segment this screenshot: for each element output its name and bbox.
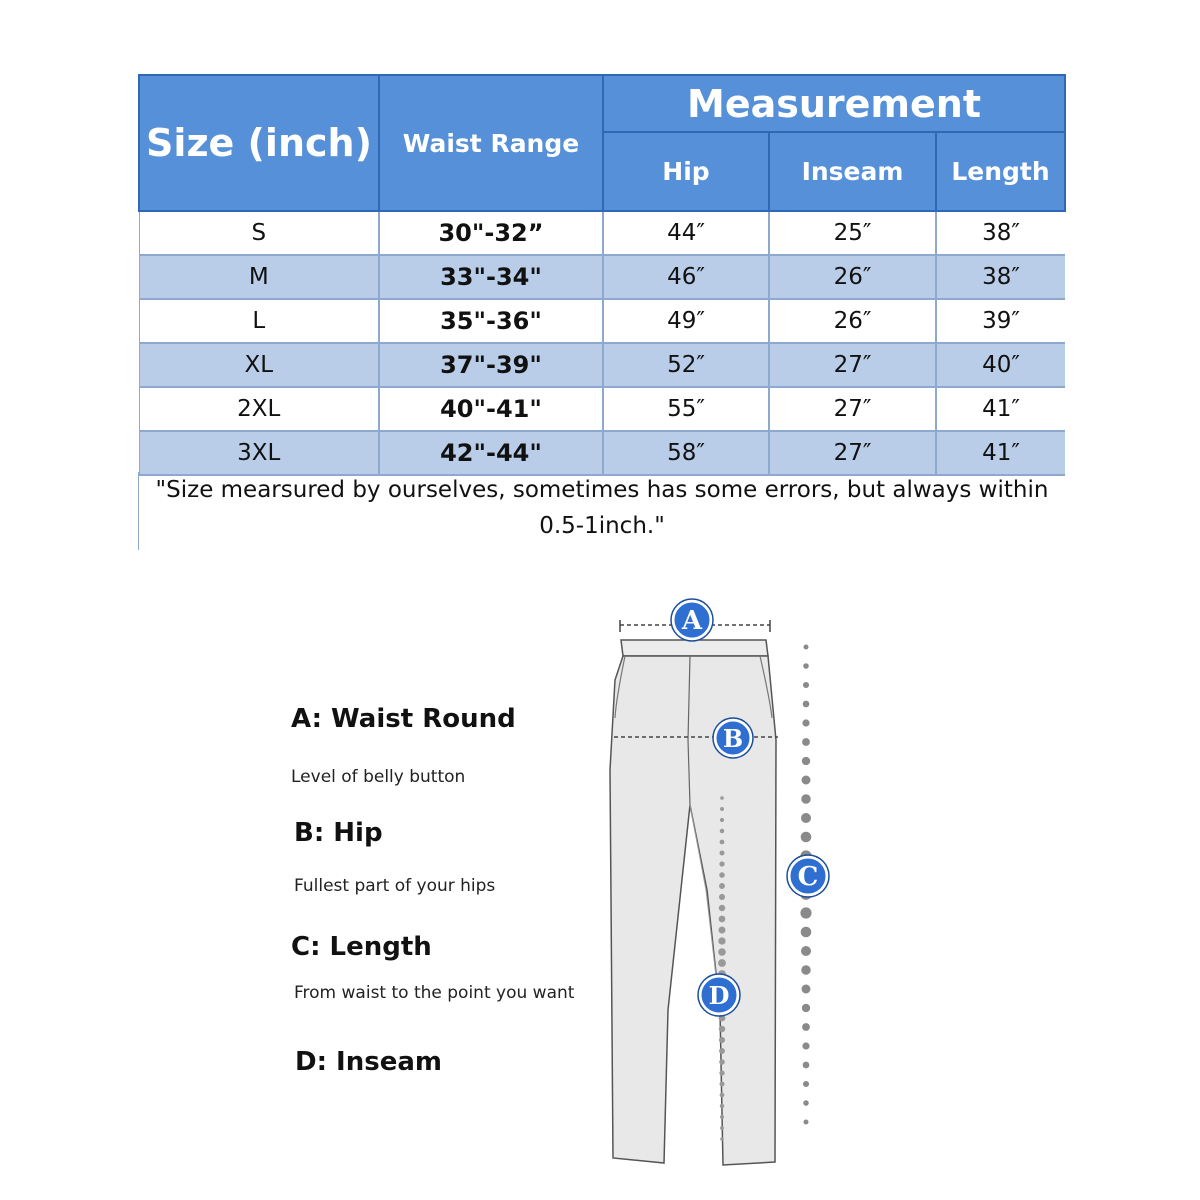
measure-dot: [719, 1070, 724, 1075]
cell-size: M: [139, 255, 379, 299]
pants-diagram: [590, 590, 850, 1180]
measure-dot: [719, 1037, 725, 1043]
measure-dot: [803, 1081, 809, 1087]
cell-waist: 35"-36": [379, 299, 603, 343]
measure-dot: [719, 894, 725, 900]
guide-length-title: C: Length: [291, 932, 432, 962]
measure-dot: [720, 1115, 724, 1119]
measure-dot: [801, 832, 812, 843]
table-row: [139, 343, 1065, 387]
cell-inseam: 25″: [769, 211, 936, 255]
svg-text:C: C: [797, 862, 819, 892]
measure-dot: [803, 701, 810, 708]
measure-dot: [801, 946, 811, 956]
marker-a-icon: [671, 599, 713, 641]
measure-dot: [803, 663, 809, 669]
cell-hip: 52″: [603, 343, 769, 387]
measure-dot: [801, 927, 812, 938]
cell-hip: 46″: [603, 255, 769, 299]
measure-dot: [720, 1137, 724, 1141]
svg-text:B: B: [722, 724, 744, 753]
measure-dot: [719, 861, 724, 866]
measure-dot: [720, 840, 725, 845]
header-inseam: Inseam: [769, 132, 936, 211]
cell-hip: 58″: [603, 431, 769, 475]
measure-dot: [802, 776, 811, 785]
guide-inseam-title: D: Inseam: [295, 1047, 442, 1077]
cell-inseam: 27″: [769, 343, 936, 387]
measure-dot: [801, 965, 810, 974]
cell-length: 41″: [936, 431, 1065, 475]
measure-dot: [802, 1004, 810, 1012]
header-size: Size (inch): [139, 75, 379, 211]
measure-dot: [720, 1093, 725, 1098]
measure-dot: [719, 927, 726, 934]
measure-dot: [804, 1120, 809, 1125]
measure-dot: [803, 1062, 810, 1069]
table-row: [139, 299, 1065, 343]
svg-text:A: A: [681, 606, 703, 636]
measure-dot: [719, 872, 725, 878]
measure-dot: [720, 1104, 724, 1108]
cell-hip: 49″: [603, 299, 769, 343]
table-row: [139, 211, 1065, 255]
measure-dot: [720, 1126, 724, 1130]
marker-c-icon: [787, 855, 829, 897]
cell-size: L: [139, 299, 379, 343]
cell-inseam: 27″: [769, 387, 936, 431]
measure-dot: [802, 719, 809, 726]
cell-length: 41″: [936, 387, 1065, 431]
cell-size: 2XL: [139, 387, 379, 431]
table-note: "Size mearsured by ourselves, sometimes has some errors, but always within 0.5-1inch.": [138, 472, 1065, 550]
marker-d-icon: [698, 974, 740, 1016]
measure-dot: [802, 1042, 809, 1049]
measure-dot: [719, 850, 724, 855]
cell-size: XL: [139, 343, 379, 387]
measure-dot: [719, 1081, 724, 1086]
marker-b-icon: [713, 718, 753, 758]
measure-dot: [800, 907, 811, 918]
measure-dot: [802, 738, 810, 746]
measure-dot: [720, 818, 724, 822]
pants-waistband: [621, 640, 768, 656]
cell-inseam: 26″: [769, 299, 936, 343]
header-hip: Hip: [603, 132, 769, 211]
guide-waist-title: A: Waist Round: [291, 704, 516, 734]
cell-waist: 30"-32”: [379, 211, 603, 255]
measure-dot: [719, 883, 725, 889]
measure-dot: [720, 796, 724, 800]
cell-size: S: [139, 211, 379, 255]
table-row: [139, 387, 1065, 431]
cell-length: 39″: [936, 299, 1065, 343]
measure-dot: [719, 1026, 725, 1032]
measure-dot: [804, 645, 809, 650]
measure-dot: [720, 829, 724, 833]
measure-dot: [803, 682, 809, 688]
measure-dot: [718, 948, 726, 956]
guide-hip-desc: Fullest part of your hips: [294, 876, 496, 896]
measure-dot: [718, 959, 726, 967]
cell-length: 40″: [936, 343, 1065, 387]
cell-inseam: 26″: [769, 255, 936, 299]
cell-inseam: 27″: [769, 431, 936, 475]
cell-waist: 42"-44": [379, 431, 603, 475]
measure-dot: [719, 1048, 725, 1054]
cell-hip: 55″: [603, 387, 769, 431]
measure-dot: [718, 937, 725, 944]
guide-waist-desc: Level of belly button: [291, 767, 466, 787]
measure-dot: [802, 1023, 810, 1031]
measure-dot: [803, 1100, 809, 1106]
guide-hip-title: B: Hip: [294, 818, 383, 848]
cell-waist: 40"-41": [379, 387, 603, 431]
table-row: [139, 431, 1065, 475]
header-length: Length: [936, 132, 1065, 211]
cell-waist: 37"-39": [379, 343, 603, 387]
measure-dot: [801, 813, 811, 823]
measure-dot: [719, 916, 726, 923]
measure-dot: [719, 905, 725, 911]
measure-dot: [802, 985, 811, 994]
table-row: [139, 255, 1065, 299]
cell-hip: 44″: [603, 211, 769, 255]
measure-dot: [801, 794, 810, 803]
cell-length: 38″: [936, 255, 1065, 299]
cell-length: 38″: [936, 211, 1065, 255]
measure-dot: [802, 757, 810, 765]
measure-dot: [719, 1059, 725, 1065]
svg-text:D: D: [708, 981, 730, 1010]
header-measurement: Measurement: [603, 75, 1065, 132]
header-waist-range: Waist Range: [379, 75, 603, 211]
cell-size: 3XL: [139, 431, 379, 475]
guide-length-desc: From waist to the point you want: [294, 983, 575, 1003]
size-chart-table: [138, 74, 1066, 476]
measure-dot: [720, 807, 724, 811]
cell-waist: 33"-34": [379, 255, 603, 299]
